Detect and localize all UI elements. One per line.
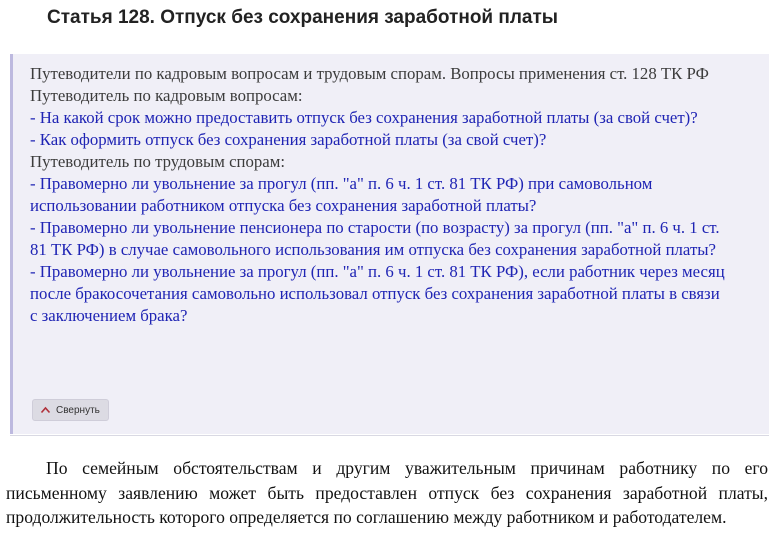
- chevron-up-icon: [40, 406, 51, 414]
- hr-link-vacation-term[interactable]: - На какой срок можно предоставить отпуск без сохранения заработной платы (за свой счет)?: [30, 108, 698, 127]
- guide-heading: Путеводители по кадровым вопросам и трудовым спорам. Вопросы применения ст. 128 ТК РФ: [30, 64, 709, 83]
- disputes-guide-label: Путеводитель по трудовым спорам:: [30, 152, 286, 171]
- guide-box: [10, 54, 769, 434]
- collapse-button[interactable]: [32, 399, 109, 421]
- article-paragraph: По семейным обстоятельствам и другим уважительным причинам работнику по его письменному заявлению может быть предоставлен отпуск без сохранения заработной платы, продолжительность которого определяется по соглашению между работником и работодателем.: [6, 458, 768, 527]
- dispute-link-marriage[interactable]: - Правомерно ли увольнение за прогул (пп. "а" п. 6 ч. 1 ст. 81 ТК РФ), если работник через месяц после бракосочетания самовольно использовал отпуск без сохранения заработной платы в связи с заключением брака?: [30, 262, 725, 325]
- hr-link-vacation-registration[interactable]: - Как оформить отпуск без сохранения заработной платы (за свой счет)?: [30, 130, 547, 149]
- article-title: Статья 128. Отпуск без сохранения заработной платы: [47, 7, 559, 28]
- dispute-link-unauthorized-leave[interactable]: - Правомерно ли увольнение за прогул (пп. "а" п. 6 ч. 1 ст. 81 ТК РФ) при самовольном использовании работником отпуска без сохранения заработной платы?: [30, 174, 653, 215]
- collapse-label: Свернуть: [56, 404, 100, 416]
- divider: [10, 435, 769, 436]
- guide-content: [30, 63, 730, 327]
- hr-guide-label: Путеводитель по кадровым вопросам:: [30, 86, 303, 105]
- dispute-link-pensioner[interactable]: - Правомерно ли увольнение пенсионера по старости (по возрасту) за прогул (пп. "а" п. 6 ч. 1 ст. 81 ТК РФ) в случае самовольного использования им отпуска без сохранения заработной платы?: [30, 218, 720, 259]
